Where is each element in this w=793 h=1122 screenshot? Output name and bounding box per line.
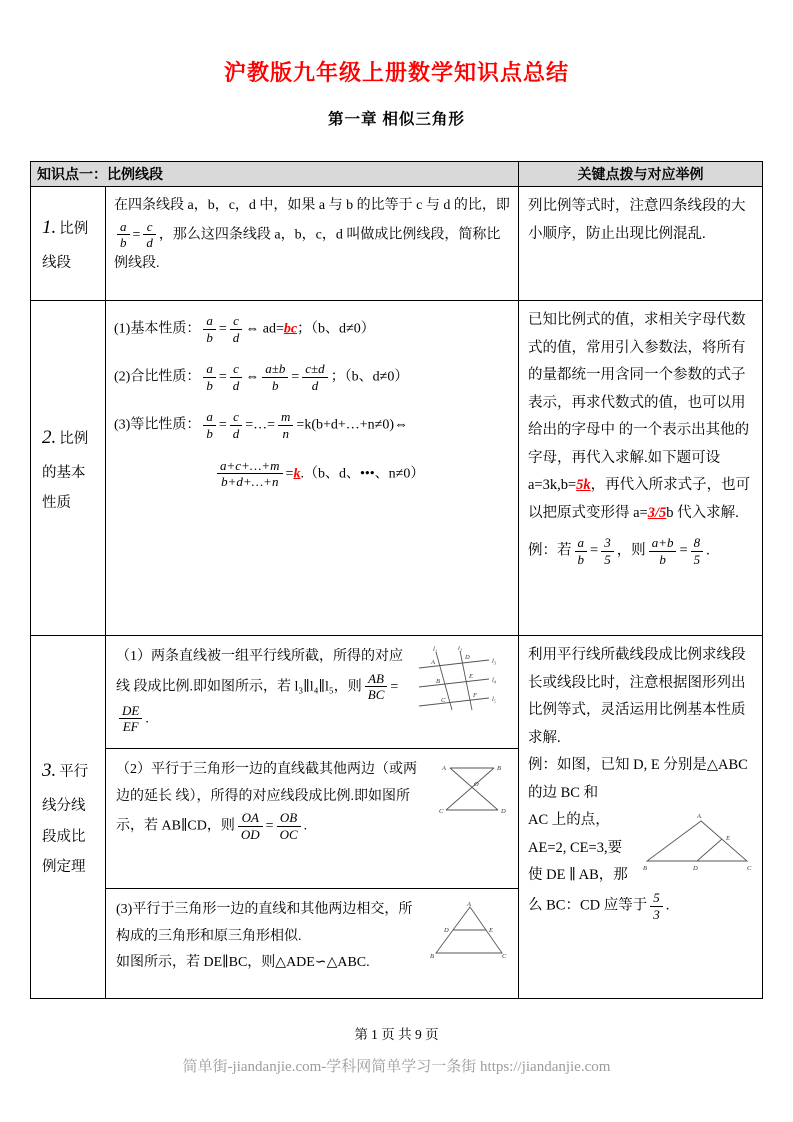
vertex-label-d: D bbox=[501, 808, 506, 815]
row1-note: 列比例等式时，注意四条线段的大小顺序，防止出现比例混乱. bbox=[519, 187, 763, 301]
vertex-label-e: E bbox=[469, 673, 473, 680]
knowledge-table bbox=[30, 161, 763, 999]
fraction-c-d: $\frac{c}{d}$ bbox=[230, 361, 243, 393]
vertex-label-c: C bbox=[441, 697, 446, 704]
row1-label-cell bbox=[31, 187, 106, 301]
row2-label-cell bbox=[31, 301, 106, 636]
fraction-c-d: $\frac{c}{d}$ bbox=[230, 409, 243, 441]
example-line bbox=[528, 535, 753, 567]
basic-property-label: (1)基本性质： bbox=[114, 321, 201, 337]
combining-property-line bbox=[114, 361, 510, 393]
row3-note bbox=[519, 636, 763, 999]
equals-sign: = bbox=[679, 542, 688, 559]
line-label-l1: l₁ bbox=[433, 646, 438, 653]
fraction-m-n: $\frac{m}{n}$ bbox=[278, 409, 293, 441]
equals-sign: = bbox=[218, 321, 227, 337]
k-condition-text: =k(b+d+…+n≠0)⇔ bbox=[296, 417, 409, 433]
row3-sub3 bbox=[106, 888, 518, 998]
fraction-5-3: $\frac{5}{3}$ bbox=[650, 890, 663, 922]
row1-text-1: 在四条线段 a，b，c，d 中，如果 a 与 b 的比等于 c 与 d 的比，即 bbox=[114, 198, 510, 213]
sub1-period: . bbox=[145, 711, 149, 727]
line-label-l3: l₃ bbox=[492, 658, 497, 665]
row1-number: 1. bbox=[42, 217, 57, 239]
vertex-label-a: A bbox=[697, 813, 701, 821]
row1-label: 比例线段 bbox=[42, 221, 89, 272]
row1-text-2: ，那么这四条线段 a，b，c，d 叫做成比例线段，简称比例线段. bbox=[114, 227, 501, 272]
vertex-label-e: E bbox=[726, 835, 730, 843]
implies-ad-equals: ⇔ ad= bbox=[245, 321, 284, 337]
table-header-row bbox=[31, 162, 763, 187]
table-row-1 bbox=[31, 187, 763, 301]
example-triangle-figure bbox=[641, 809, 753, 884]
condition-text: .（b、d、•••、n≠0） bbox=[300, 465, 425, 481]
vertex-label-d: D bbox=[465, 654, 470, 661]
crossing-lines-diagram bbox=[436, 759, 508, 817]
note-text-2: ，再代入所求式子，也可以把原式变形得 a= bbox=[528, 477, 751, 521]
triangle-parallel-diagram bbox=[428, 899, 508, 959]
note-example-intro: 例：如图，已知 D, E 分别是△ABC 的边 BC 和 bbox=[528, 757, 748, 801]
table-row-2 bbox=[31, 301, 763, 636]
equals-sign: = bbox=[291, 369, 300, 385]
equals-sign: = bbox=[132, 227, 141, 243]
condition-text: ；（b、d≠0） bbox=[330, 369, 409, 385]
fraction-a-b: $\frac{a}{b}$ bbox=[203, 361, 216, 393]
sub1-text: （1）两条直线被一组平行线所截，所得的对应线 段成比例.即如图所示，若 l₃∥l₄∥l₅，则 bbox=[116, 649, 403, 694]
row2-note bbox=[519, 301, 763, 636]
row2-number: 2. bbox=[42, 426, 57, 448]
fraction-oa-od: $\frac{OA}{OD}$ bbox=[238, 810, 263, 842]
highlight-k: k bbox=[293, 465, 301, 481]
fraction-c-d: $\frac{c}{d}$ bbox=[230, 313, 243, 345]
fraction-a-b: $\frac{a}{b}$ bbox=[117, 219, 130, 251]
vertex-label-b: B bbox=[430, 953, 434, 959]
chapter-subtitle: 第一章 相似三角形 bbox=[328, 111, 465, 128]
vertex-label-c: C bbox=[439, 808, 444, 815]
example-triangle-diagram bbox=[641, 809, 753, 873]
row3-sub2 bbox=[106, 748, 518, 888]
fraction-a-b: $\frac{a}{b}$ bbox=[203, 313, 216, 345]
note-usage-text: 利用平行线所截线段成比例求线段长或线段比时，注意根据图形列出比例等式，灵活运用比例基本性质求解. bbox=[528, 647, 746, 746]
equals-sign: = bbox=[590, 542, 599, 559]
fraction-de-ef: $\frac{DE}{EF}$ bbox=[119, 703, 142, 735]
basic-property-line bbox=[114, 313, 510, 345]
row3-number: 3. bbox=[42, 760, 57, 782]
fraction-aplusb-b: $\frac{a+b}{b}$ bbox=[649, 535, 677, 567]
row3-label: 平行线分线段成比例定理 bbox=[42, 764, 89, 876]
vertex-label-c: C bbox=[502, 953, 507, 959]
row3-label-cell bbox=[31, 636, 106, 999]
vertex-label-e: E bbox=[489, 927, 493, 934]
line-label-l4: l₄ bbox=[492, 677, 497, 684]
highlight-3-5: 3/5 bbox=[647, 504, 667, 521]
equals-sign: = bbox=[218, 369, 227, 385]
fraction-ob-oc: $\frac{OB}{OC}$ bbox=[277, 810, 301, 842]
row1-content bbox=[106, 187, 519, 301]
ellipsis-equals: =…= bbox=[245, 417, 276, 433]
fraction-ab-bc: $\frac{AB}{BC}$ bbox=[365, 671, 388, 703]
page-title: 沪教版九年级上册数学知识点总结 bbox=[223, 60, 569, 85]
table-header-left: 知识点一：比例线段 bbox=[31, 162, 519, 187]
vertex-label-b: B bbox=[436, 678, 440, 685]
vertex-label-f: F bbox=[473, 692, 477, 699]
fraction-sum: $\frac{a+c+\dots+m}{b+d+\dots+n}$ bbox=[217, 458, 283, 490]
equals-sign: = bbox=[390, 678, 399, 694]
vertex-label-a: A bbox=[467, 901, 471, 908]
fraction-8-5: $\frac{8}{5}$ bbox=[691, 535, 704, 567]
row3-content bbox=[106, 636, 519, 999]
sub3-text-1: (3)平行于三角形一边的直线和其他两边相交，所构成的三角形和原三角形相似. bbox=[116, 902, 413, 944]
sub2-text: （2）平行于三角形一边的直线截其他两边（或两边的延长 线），所得的对应线段成比例.即如图所示，若 AB∥CD，则 bbox=[116, 762, 417, 834]
highlight-bc: bc bbox=[283, 321, 298, 337]
highlight-5k: 5k bbox=[576, 477, 591, 494]
note-example-body: AC 上的点，AE=2, CE=3,要使 DE ∥ AB，那么 BC：CD 应等于 bbox=[528, 812, 648, 914]
page-number: 第 1 页 共 9 页 bbox=[354, 1027, 439, 1042]
row2-label: 比例的基本性质 bbox=[42, 430, 89, 511]
vertex-label-d: D bbox=[444, 927, 449, 934]
equal-ratio-label: (3)等比性质： bbox=[114, 417, 201, 433]
equals-sign: = bbox=[265, 818, 274, 834]
vertex-label-a: A bbox=[442, 765, 446, 772]
parallel-lines-diagram bbox=[413, 646, 508, 712]
iff-symbol: ⇔ bbox=[245, 369, 260, 385]
example-prefix: 例：若 bbox=[528, 542, 572, 559]
vertex-label-a: A bbox=[431, 659, 435, 666]
vertex-label-d: D bbox=[693, 865, 698, 873]
combining-property-label: (2)合比性质： bbox=[114, 369, 201, 385]
line-label-l5: l₅ bbox=[492, 696, 497, 703]
sub2-period: . bbox=[303, 818, 308, 834]
equals-sign: = bbox=[285, 465, 294, 481]
fraction-3-5: $\frac{3}{5}$ bbox=[601, 535, 614, 567]
watermark-text: 简单街-jiandanjie.com-学科网简单学习一条街 https://jiandanjie.com bbox=[182, 1059, 611, 1075]
vertex-label-o: O bbox=[474, 781, 479, 788]
note-text-3: b 代入求解. bbox=[666, 504, 739, 521]
table-row-3 bbox=[31, 636, 763, 999]
example-period: . bbox=[706, 542, 710, 559]
fraction-a-b: $\frac{a}{b}$ bbox=[575, 535, 588, 567]
vertex-label-b: B bbox=[643, 865, 647, 873]
example-then: ，则 bbox=[616, 542, 646, 559]
vertex-label-c: C bbox=[747, 865, 752, 873]
row2-content bbox=[106, 301, 519, 636]
equal-ratio-result-line bbox=[214, 458, 510, 490]
table-header-right: 关键点拨与对应举例 bbox=[519, 162, 763, 187]
equals-sign: = bbox=[218, 417, 227, 433]
fraction-c-d: $\frac{c}{d}$ bbox=[143, 219, 156, 251]
note-example-period: . bbox=[665, 897, 670, 914]
note-text-1: 已知比例式的值，求相关字母代数式的值，常用引入参数法，将所有的量都统一用含同一个参数的式子表示，再求代数式的值，也可以用给出的字母中 的一个表示出其他的字母，再代入求解.如下题可设 a=3k,b= bbox=[528, 312, 750, 494]
condition-text: ；（b、d≠0） bbox=[297, 321, 375, 337]
line-label-l2: l₂ bbox=[458, 646, 463, 652]
row3-sub1 bbox=[106, 636, 518, 748]
sub3-text-2: 如图所示，若 DE∥BC，则△ADE∽△ABC. bbox=[116, 955, 370, 971]
fraction-apmb-b: $\frac{a\pm b}{b}$ bbox=[262, 361, 288, 393]
vertex-label-b: B bbox=[497, 765, 501, 772]
fraction-cpmd-d: $\frac{c\pm d}{d}$ bbox=[302, 361, 327, 393]
equal-ratio-property-line bbox=[114, 409, 510, 441]
fraction-a-b: $\frac{a}{b}$ bbox=[203, 409, 216, 441]
